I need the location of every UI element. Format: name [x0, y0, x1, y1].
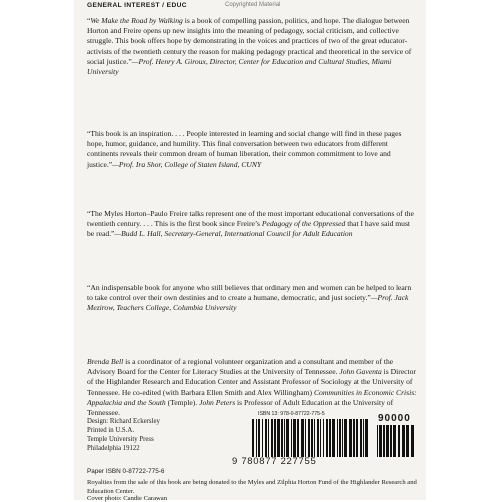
blurb-attribution: —Prof. Jack Mezirow, Teachers College, Columbia University — [87, 293, 409, 313]
bio-text: is a coordinator of a regional volunteer organization and a consultant and member of the Advisory Board for the Center for Literacy Studies at the University of Tennessee. — [87, 357, 394, 377]
barcode-bar — [297, 419, 299, 457]
barcode-bar — [386, 425, 389, 457]
barcode-bar — [356, 419, 358, 457]
blurb-book-title: We Make the Road by Walking — [90, 16, 183, 25]
barcode-bar — [258, 419, 260, 457]
blurb-text: that I have said must be read.” — [87, 219, 411, 239]
barcode-bar — [329, 419, 331, 457]
bio-text: is Professor of Adult Education at the University of Tennessee. — [87, 397, 394, 418]
barcode-bar — [256, 419, 257, 457]
barcode-bars — [252, 419, 370, 457]
barcode-bar — [390, 425, 392, 457]
barcode-bar — [353, 419, 355, 457]
barcode-bar — [337, 419, 338, 457]
barcode-bar — [326, 419, 328, 457]
barcode-bar — [342, 419, 343, 457]
barcode-bar — [323, 419, 324, 457]
barcode-bar — [265, 419, 267, 457]
blurb-attribution: —Prof. Henry A. Giroux, Director, Center for Education and Cultural Studies, Miami University — [87, 56, 392, 77]
barcode-bar — [262, 419, 263, 457]
barcode-bar — [406, 425, 409, 457]
barcode-bar — [344, 419, 347, 457]
barcode-bar — [339, 419, 341, 457]
copyright-overlay — [225, 2, 280, 8]
addon-barcode-bars — [377, 425, 417, 457]
publisher-name: Temple University Press — [87, 436, 154, 443]
barcode-bar — [360, 419, 362, 457]
barcode-bar — [305, 419, 306, 457]
printed-in: Printed in U.S.A. — [87, 427, 135, 434]
barcode-bar — [293, 419, 296, 457]
blurb-mezirow — [87, 283, 417, 314]
author-name: Brenda Bell — [87, 357, 124, 366]
author-bios — [87, 357, 417, 418]
barcode-bar — [277, 419, 280, 457]
blurb-giroux: “We Make the Road by Walking is a book of compelling passion, politics, and hope. The dialogue between Horton and Freire opens up new insights into the meaning of pedagogy, social criticism, and collective struggle. This book offers hope by demonstrating in the voices and practices of two of the great educator-activists of the twentieth century the reason for making pedagogy practical and theoretical in the service of social justice.”—Prof. Henry A. Giroux, Director, Center for Education and Cultural Studies, Miami University — [87, 16, 412, 77]
isbn-barcode — [232, 411, 418, 469]
barcode-bar — [301, 419, 304, 457]
paper-isbn: Paper ISBN 0-87722-775-6 — [87, 468, 165, 475]
barcode-bar — [284, 419, 285, 457]
barcode-bar — [291, 419, 292, 457]
barcode-bar — [274, 419, 276, 457]
barcode-digits: 9 780877 227755 — [232, 456, 317, 467]
author-name: John Gaventa — [339, 367, 382, 377]
barcode-bar — [379, 425, 382, 457]
barcode-bar — [314, 419, 315, 457]
book-title: Communities in Economic Crisis: Appalachia and the South — [87, 387, 417, 407]
cover-photo-credit: Cover photo: Candie Carawan — [87, 495, 168, 502]
bio-text: is Director of the Highlander Research and Education Center and Assistant Professor of Sociology at the University of Tennessee. He co-edited (with Barbara Ellen Smith and Alex Willingham) — [87, 367, 416, 397]
barcode-bar — [271, 419, 273, 457]
blurb-shor — [87, 129, 417, 170]
publisher-credits — [87, 417, 160, 453]
barcode-bar — [411, 425, 414, 457]
blurb-book-title: Pedagogy of the Oppressed — [261, 219, 346, 229]
blurb-text: “An indispensable book for anyone who still believes that ordinary men and women can be helped to learn to take control over their own destinies and to create a humane, democratic, and just society.” — [87, 283, 412, 303]
barcode-bar — [377, 425, 378, 457]
isbn13-label: ISBN 13: 978-0-87722-775-5 — [258, 411, 325, 417]
design-credit: Design: Richard Eckersley — [87, 418, 160, 425]
barcode-bar — [365, 419, 368, 457]
barcode-bar — [252, 419, 254, 457]
blurb-attribution: —Budd L. Hall, Secretary-General, International Council for Adult Education — [114, 229, 353, 239]
barcode-bar — [320, 419, 321, 457]
bio-text: (Temple). — [165, 397, 200, 407]
barcode-bar — [383, 425, 385, 457]
category-label: GENERAL INTEREST / EDUC — [87, 2, 187, 9]
blurb-text: “This book is an inspiration. . . . People interested in learning and social change will find in these pages hope, humor, guidance, and humility. This final conversation between two educators from different continents reveals their common dream of human liberation, their common commitment to love and justice.” — [87, 129, 402, 169]
barcode-bar — [402, 425, 405, 457]
blurb-hall — [87, 209, 417, 240]
barcode-bar — [393, 425, 396, 457]
barcode-bar — [349, 419, 352, 457]
blurb-attribution: —Prof. Ira Shor, College of Staten Island, CUNY — [112, 159, 262, 169]
barcode-bar — [308, 419, 310, 457]
publisher-city: Philadelphia 19122 — [87, 445, 140, 452]
barcode-bar — [311, 419, 313, 457]
barcode-bar — [281, 419, 283, 457]
barcode-bar — [286, 419, 289, 457]
blurb-text: is a book of compelling passion, politics, and hope. The dialogue between Horton and Freire opens up new insights into the meaning of pedagogy, social criticism, and collective struggle. This book offers hope by demonstrating in the voices and practices of two of the great educator-activists of the twentieth century the reason for making pedagogy practical and theoretical in the service of social justice.” — [87, 16, 412, 66]
barcode-bar — [268, 419, 269, 457]
copyright-overlay-text: Copyrighted Material — [225, 2, 281, 8]
price-addon-number: 90000 — [378, 413, 411, 424]
blurb-text: “The Myles Horton–Paulo Freire talks represent one of the most important educational conversations of the twentieth century. . . . This is the first book since Freire’s — [87, 209, 414, 229]
royalties-note: Royalties from the sale of this book are being donated to the Myles and Zilphia Horton Fund of the Highlander Research and Education Center. — [87, 479, 417, 495]
barcode-bar — [398, 425, 400, 457]
barcode-bar — [317, 419, 319, 457]
barcode-bar — [363, 419, 364, 457]
barcode-bar — [332, 419, 335, 457]
category-header — [74, 1, 426, 12]
back-cover — [74, 0, 426, 500]
author-name: John Peters — [199, 397, 236, 407]
